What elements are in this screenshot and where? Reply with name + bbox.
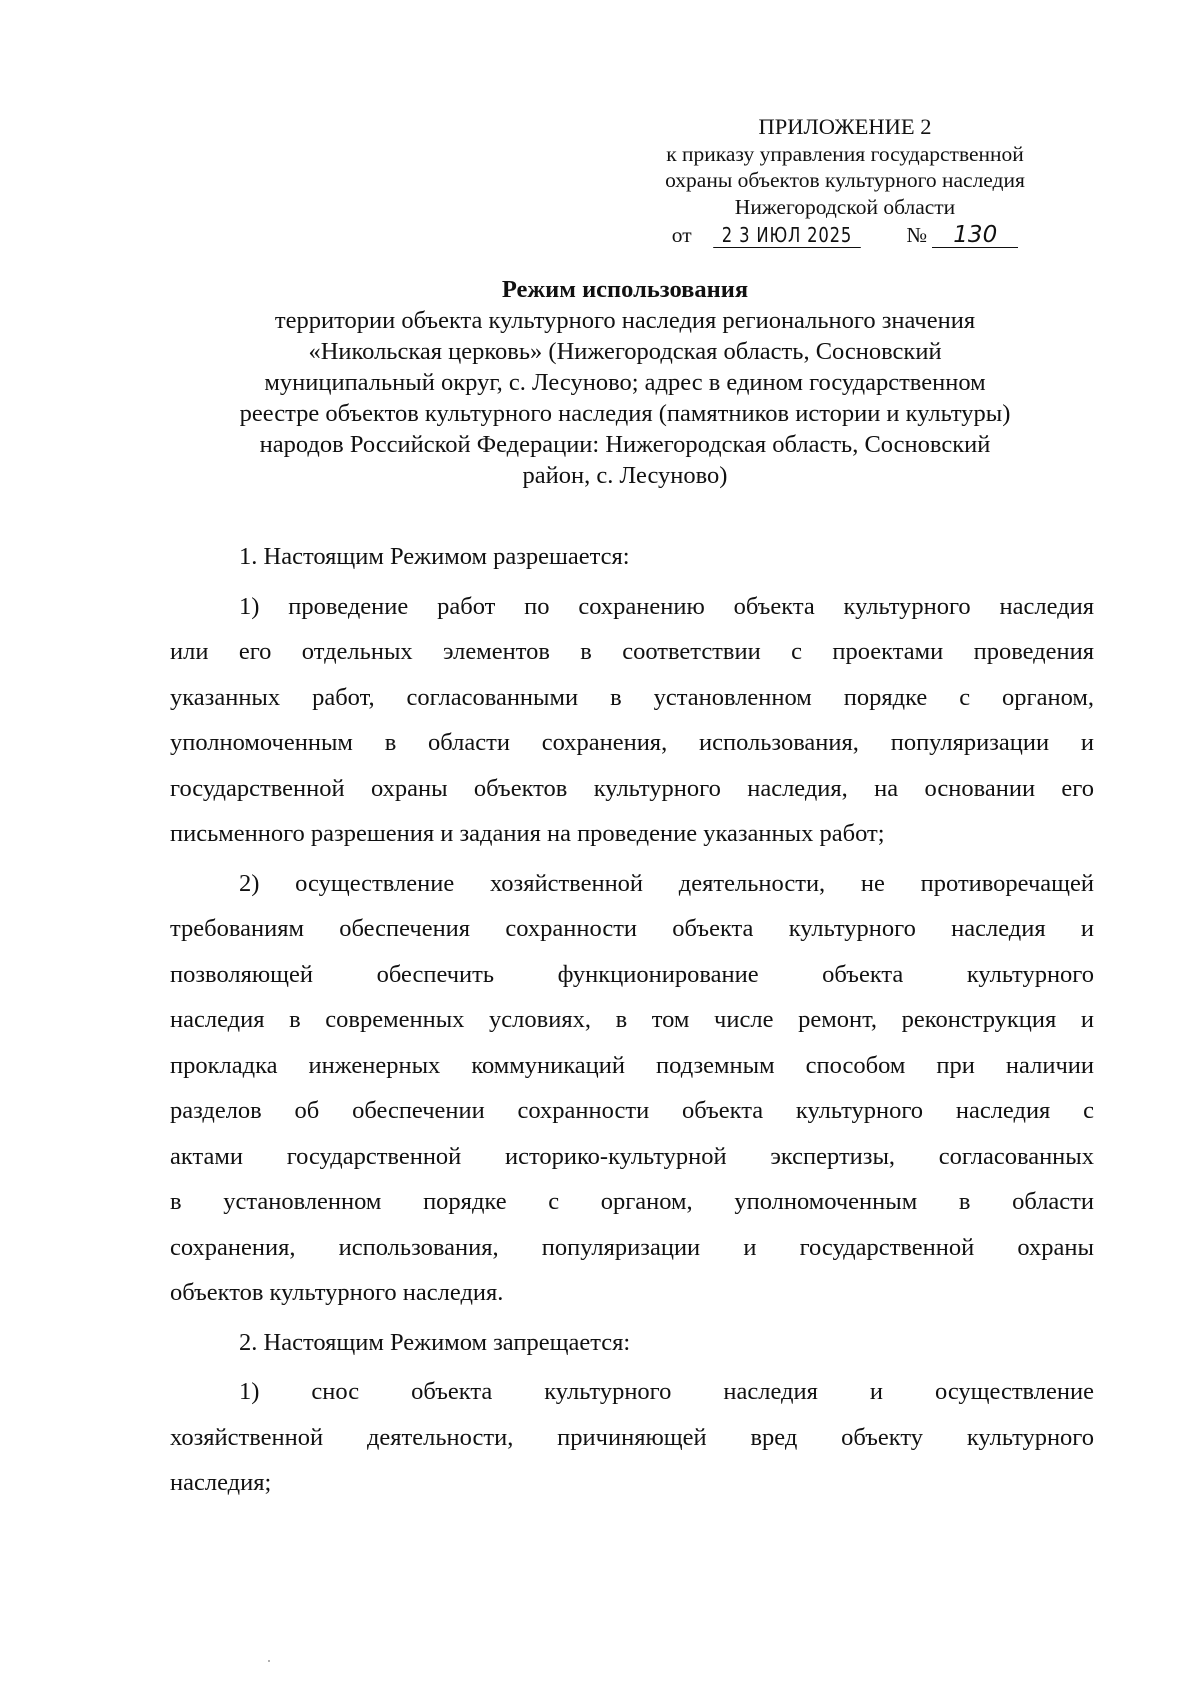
paragraph-line: сохранения, использования, популяризации и государственной охраны bbox=[170, 1233, 1094, 1261]
paragraph-line: 2) осуществление хозяйственной деятельности, не противоречащей bbox=[239, 869, 1094, 897]
section-1-heading bbox=[170, 534, 1094, 580]
paragraph-line: в установленном порядке с органом, уполномоченным в области bbox=[170, 1188, 1094, 1215]
appendix-header bbox=[620, 114, 1070, 249]
title-line-5: народов Российской Федерации: Нижегородская область, Сосновский bbox=[259, 431, 991, 458]
paragraph-line: 1) проведение работ по сохранению объекта культурного наследия bbox=[239, 592, 1094, 620]
paragraph-line: прокладка инженерных коммуникаций подземным способом при наличии bbox=[170, 1051, 1094, 1079]
section-2-item-1 bbox=[170, 1369, 1094, 1506]
paragraph-line: наследия в современных условиях, в том числе ремонт, реконструкция и bbox=[170, 1006, 1094, 1033]
paragraph-line: государственной охраны объектов культурного наследия, на основании его bbox=[170, 774, 1094, 802]
document-title bbox=[140, 274, 1110, 491]
paragraph-line: актами государственной историко-культурной экспертизы, согласованных bbox=[170, 1142, 1094, 1170]
appendix-line-2: к приказу управления государственной bbox=[666, 141, 1024, 166]
paragraph-line: уполномоченным в области сохранения, использования, популяризации и bbox=[170, 729, 1094, 756]
title-line-1: территории объекта культурного наследия регионального значения bbox=[274, 307, 976, 334]
title-heading: Режим использования bbox=[501, 276, 749, 303]
title-line-4: реестре объектов культурного наследия (памятников истории и культуры) bbox=[239, 400, 1011, 427]
document-body bbox=[170, 534, 1094, 1510]
paragraph-line: 1) снос объекта культурного наследия и осуществление bbox=[239, 1378, 1094, 1405]
section-2-heading bbox=[170, 1320, 1094, 1366]
paragraph-line: требованиям обеспечения сохранности объекта культурного наследия и bbox=[170, 915, 1094, 942]
title-line-6: район, с. Лесуново) bbox=[522, 462, 728, 489]
order-date-stamp: 2 3 ИЮЛ 2025 bbox=[713, 223, 861, 248]
section-heading-text: 2. Настоящим Режимом запрещается: bbox=[239, 1328, 631, 1356]
section-1-item-2 bbox=[170, 861, 1094, 1316]
paragraph-line: объектов культурного наследия. bbox=[170, 1279, 504, 1306]
paragraph-line: указанных работ, согласованными в установленном порядке с органом, bbox=[170, 683, 1094, 711]
paragraph-line: наследия; bbox=[170, 1469, 272, 1496]
paragraph-line: хозяйственной деятельности, причиняющей вред объекту культурного bbox=[170, 1423, 1094, 1451]
appendix-line-4: Нижегородской области bbox=[734, 194, 956, 219]
paragraph-line: разделов об обеспечении сохранности объекта культурного наследия с bbox=[170, 1097, 1094, 1124]
paragraph-line: письменного разрешения и задания на проведение указанных работ; bbox=[170, 820, 885, 847]
paragraph-line: позволяющей обеспечить функционирование объекта культурного bbox=[170, 960, 1094, 988]
order-reference bbox=[620, 222, 1070, 249]
order-number-handwritten: 130 bbox=[932, 223, 1018, 248]
appendix-label: ПРИЛОЖЕНИЕ 2 bbox=[758, 114, 932, 139]
paragraph-line: или его отдельных элементов в соответствии с проектами проведения bbox=[170, 638, 1094, 665]
title-line-3: муниципальный округ, с. Лесуново; адрес в едином государственном bbox=[264, 369, 986, 396]
section-1-item-1 bbox=[170, 584, 1094, 857]
appendix-line-3: охраны объектов культурного наследия bbox=[665, 168, 1025, 192]
section-heading-text: 1. Настоящим Режимом разрешается: bbox=[239, 543, 630, 570]
date-prefix: от bbox=[671, 223, 692, 247]
title-line-2: «Никольская церковь» (Нижегородская область, Сосновский bbox=[308, 338, 942, 365]
scan-speck bbox=[268, 1660, 270, 1662]
number-prefix: № bbox=[906, 223, 927, 247]
